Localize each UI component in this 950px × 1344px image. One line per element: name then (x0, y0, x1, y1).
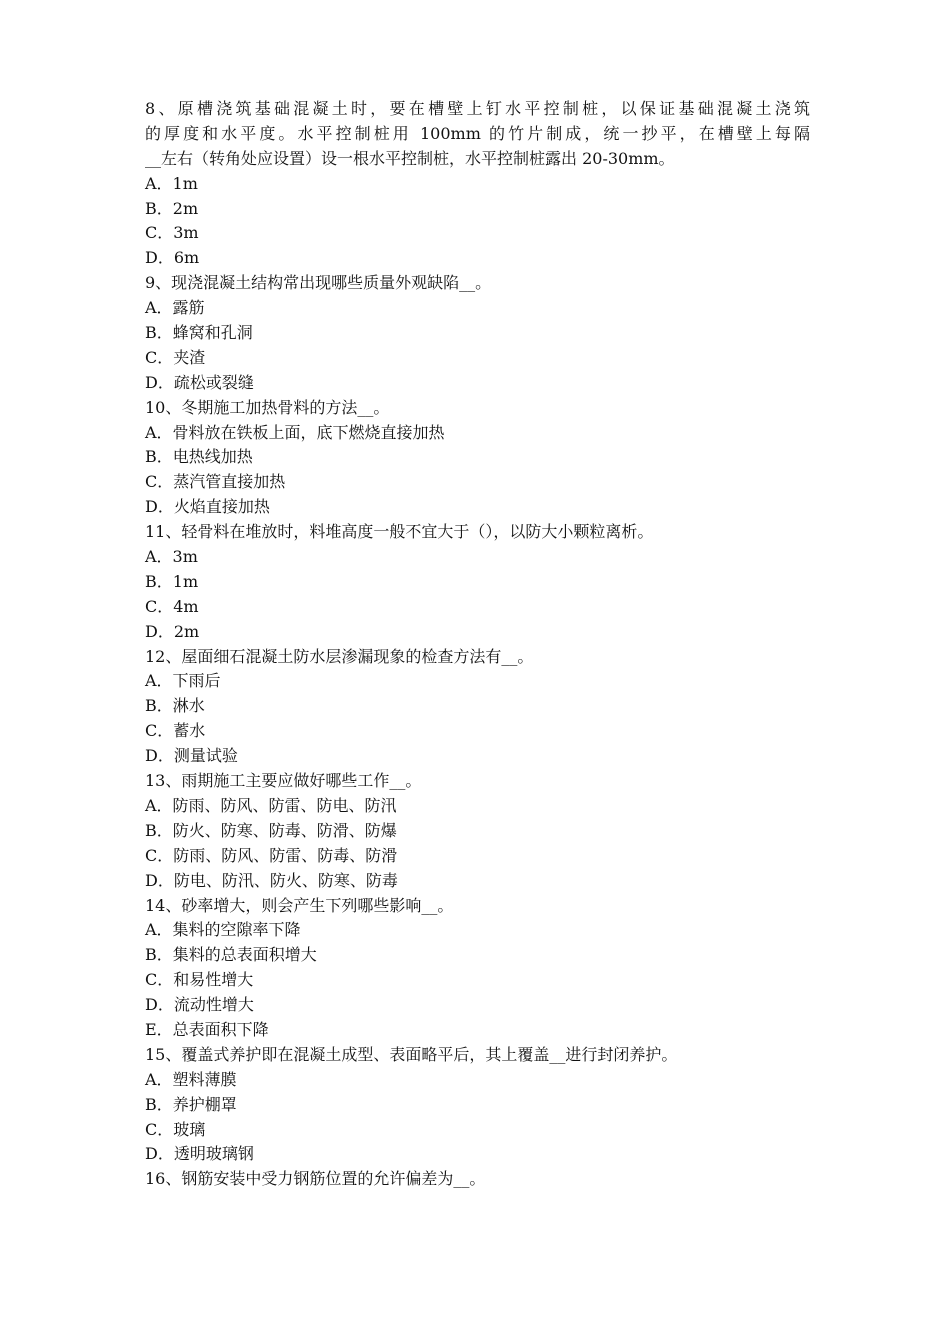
answer-option: C．防雨、防风、防雷、防毒、防滑 (145, 845, 398, 865)
answer-option: B．防火、防寒、防毒、防滑、防爆 (145, 820, 397, 840)
answer-option: D．火焰直接加热 (145, 497, 270, 517)
question-line: 10、冬期施工加热骨料的方法__。 (145, 397, 390, 417)
answer-option: B．电热线加热 (145, 447, 253, 467)
answer-option: A．骨料放在铁板上面，底下燃烧直接加热 (145, 422, 445, 442)
answer-option: A．露筋 (145, 298, 205, 318)
answer-option: D．流动性增大 (145, 995, 254, 1015)
answer-option: D．疏松或裂缝 (145, 372, 254, 392)
answer-option: D．2m (145, 621, 200, 641)
question-line: 的厚度和水平度。水平控制桩用 100mm 的竹片制成，统一抄平，在槽壁上每隔 (145, 123, 810, 143)
question-line: 15、覆盖式养护即在混凝土成型、表面略平后，其上覆盖__进行封闭养护。 (145, 1044, 678, 1064)
answer-option: C．3m (145, 223, 199, 243)
answer-option: D．测量试验 (145, 746, 238, 766)
question-line: 11、轻骨料在堆放时，料堆高度一般不宜大于（），以防大小颗粒离析。 (145, 522, 654, 542)
answer-option: C．夹渣 (145, 347, 206, 367)
answer-option: A．3m (145, 547, 198, 567)
answer-option: B．2m (145, 198, 199, 218)
answer-option: C．蓄水 (145, 721, 206, 741)
answer-option: E．总表面积下降 (145, 1019, 269, 1039)
answer-option: C．和易性增大 (145, 970, 254, 990)
question-line: 16、钢筋安装中受力钢筋位置的允许偏差为__。 (145, 1169, 486, 1189)
question-line: __左右（转角处应设置）设一根水平控制桩，水平控制桩露出 20-30mm。 (145, 148, 675, 168)
question-line: 13、雨期施工主要应做好哪些工作__。 (145, 771, 422, 791)
question-line: 8、原槽浇筑基础混凝土时，要在槽壁上钉水平控制桩，以保证基础混凝土浇筑 (145, 99, 810, 118)
answer-option: A．1m (145, 173, 198, 193)
answer-option: B．蜂窝和孔洞 (145, 323, 253, 343)
answer-option: D．防电、防汛、防火、防寒、防毒 (145, 870, 398, 890)
answer-option: D．透明玻璃钢 (145, 1144, 254, 1164)
answer-option: B．养护棚罩 (145, 1094, 237, 1114)
answer-option: B．集料的总表面积增大 (145, 945, 317, 965)
question-line: 14、砂率增大，则会产生下列哪些影响__。 (145, 895, 454, 915)
answer-option: C．玻璃 (145, 1119, 206, 1139)
answer-option: A．集料的空隙率下降 (145, 920, 301, 940)
answer-option: A．防雨、防风、防雷、防电、防汛 (145, 795, 397, 815)
answer-option: C．蒸汽管直接加热 (145, 472, 286, 492)
answer-option: A．塑料薄膜 (145, 1069, 237, 1089)
answer-option: A．下雨后 (145, 671, 221, 691)
answer-option: C．4m (145, 596, 199, 616)
question-line: 9、现浇混凝土结构常出现哪些质量外观缺陷__。 (145, 273, 492, 293)
answer-option: B．1m (145, 571, 199, 591)
exam-questions-text (145, 97, 810, 1192)
answer-option: D．6m (145, 248, 200, 268)
answer-option: B．淋水 (145, 696, 205, 716)
question-line: 12、屋面细石混凝土防水层渗漏现象的检查方法有__。 (145, 646, 534, 666)
